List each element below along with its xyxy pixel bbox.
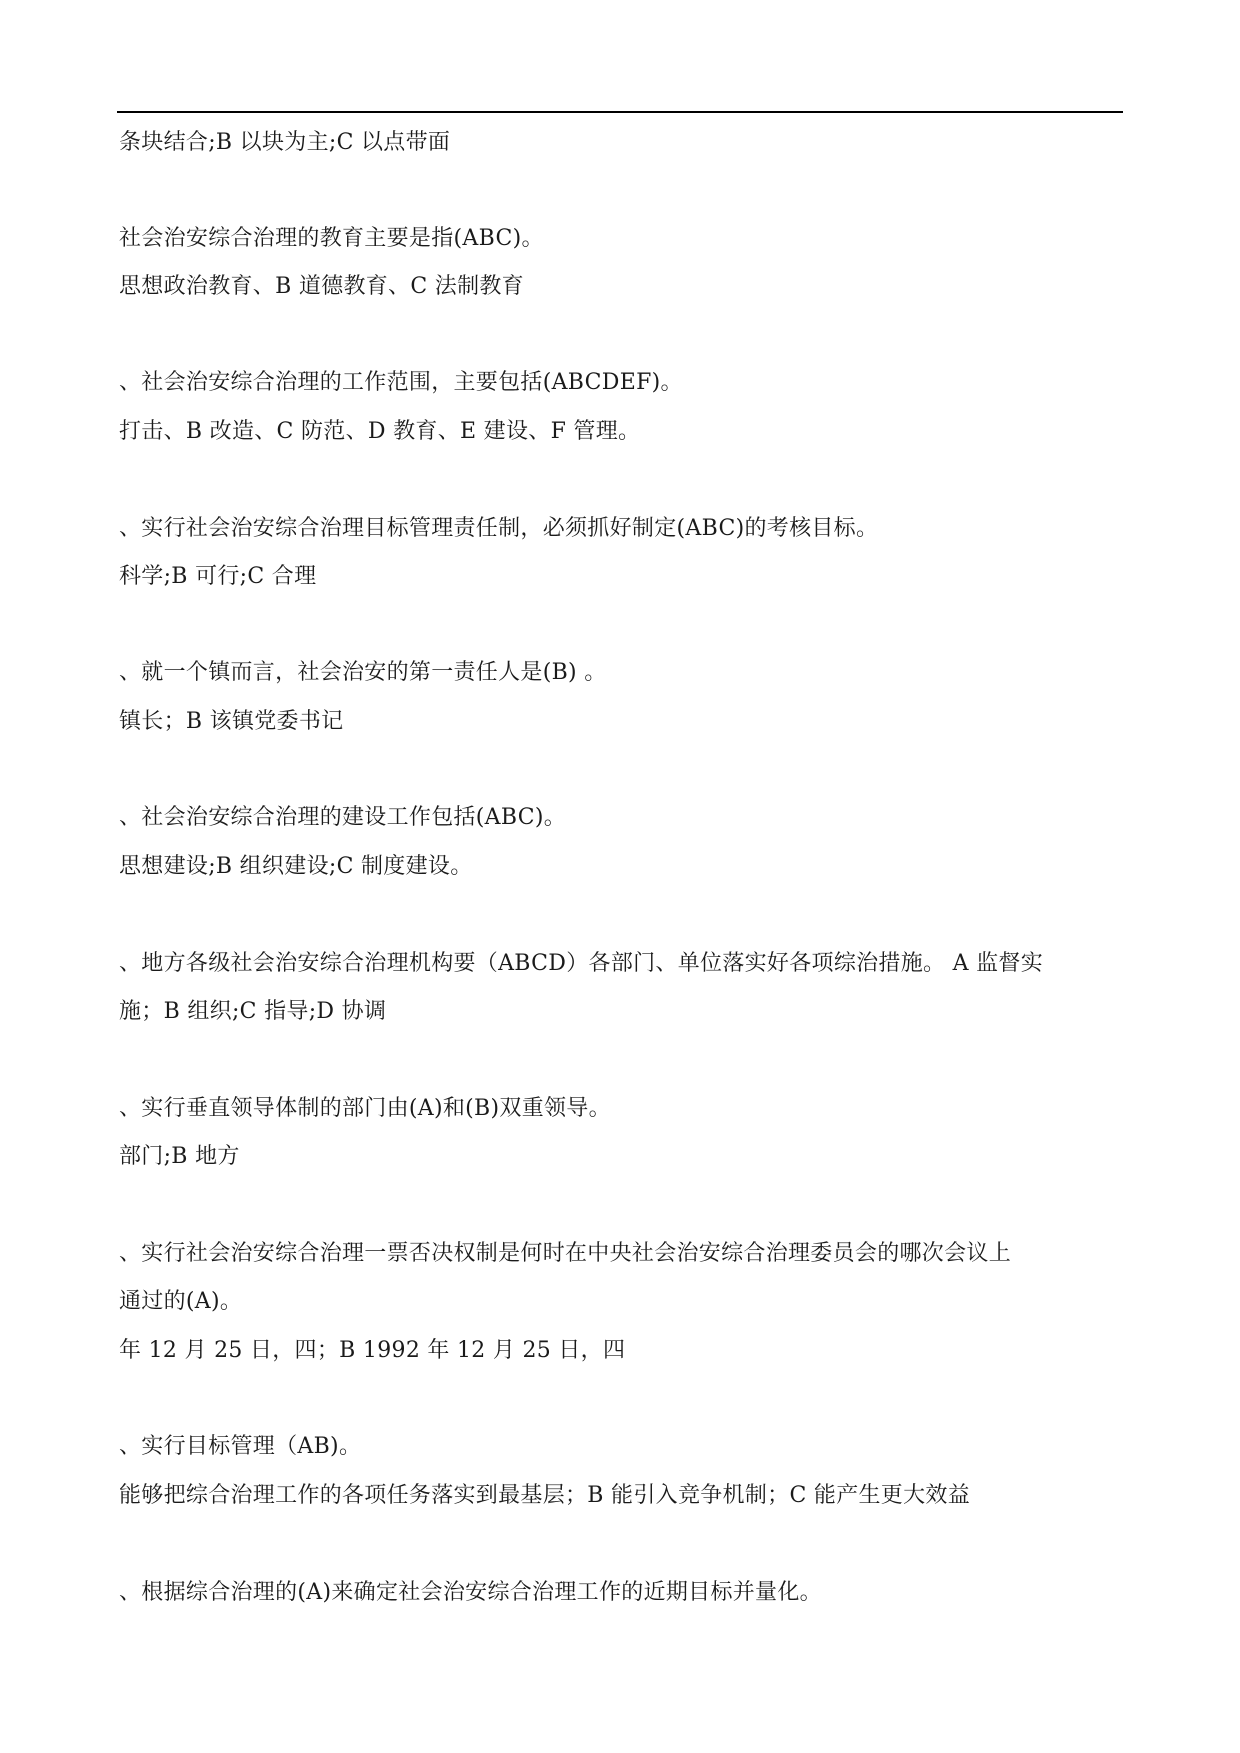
- answer-line: 部门;B 地方: [119, 1144, 240, 1169]
- answer-line: 年 12 月 25 日，四；B 1992 年 12 月 25 日，四: [119, 1338, 626, 1363]
- answer-line: 科学;B 可行;C 合理: [119, 564, 317, 589]
- answer-line: 镇长；B 该镇党委书记: [119, 709, 344, 734]
- answer-line: 思想政治教育、B 道德教育、C 法制教育: [119, 274, 524, 299]
- question-line: 、就一个镇而言，社会治安的第一责任人是(B) 。: [119, 660, 607, 685]
- question-line: 、根据综合治理的(A)来确定社会治安综合治理工作的近期目标并量化。: [119, 1580, 822, 1605]
- question-line: 、地方各级社会治安综合治理机构要（ABCD）各部门、单位落实好各项综治措施。 A 监督实: [119, 951, 1044, 976]
- header-rule: [117, 111, 1123, 113]
- question-line: 、实行社会治安综合治理目标管理责任制，必须抓好制定(ABC)的考核目标。: [119, 516, 879, 541]
- answer-line: 思想建设;B 组织建设;C 制度建设。: [119, 854, 473, 879]
- answer-line: 打击、B 改造、C 防范、D 教育、E 建设、F 管理。: [119, 419, 641, 444]
- question-line: 、社会治安综合治理的工作范围，主要包括(ABCDEF)。: [119, 370, 683, 395]
- text-line: 条块结合;B 以块为主;C 以点带面: [119, 130, 451, 155]
- question-line: 、实行社会治安综合治理一票否决权制是何时在中央社会治安综合治理委员会的哪次会议上: [119, 1241, 1012, 1266]
- question-line: 社会治安综合治理的教育主要是指(ABC)。: [119, 226, 544, 251]
- question-line: 、实行目标管理（AB)。: [119, 1434, 362, 1459]
- question-line: 、实行垂直领导体制的部门由(A)和(B)双重领导。: [119, 1096, 611, 1121]
- answer-line: 能够把综合治理工作的各项任务落实到最基层；B 能引入竞争机制；C 能产生更大效益: [119, 1483, 970, 1508]
- question-line: 、社会治安综合治理的建设工作包括(ABC)。: [119, 805, 567, 830]
- answer-line: 施；B 组织;C 指导;D 协调: [119, 999, 387, 1024]
- question-line-continued: 通过的(A)。: [119, 1289, 243, 1314]
